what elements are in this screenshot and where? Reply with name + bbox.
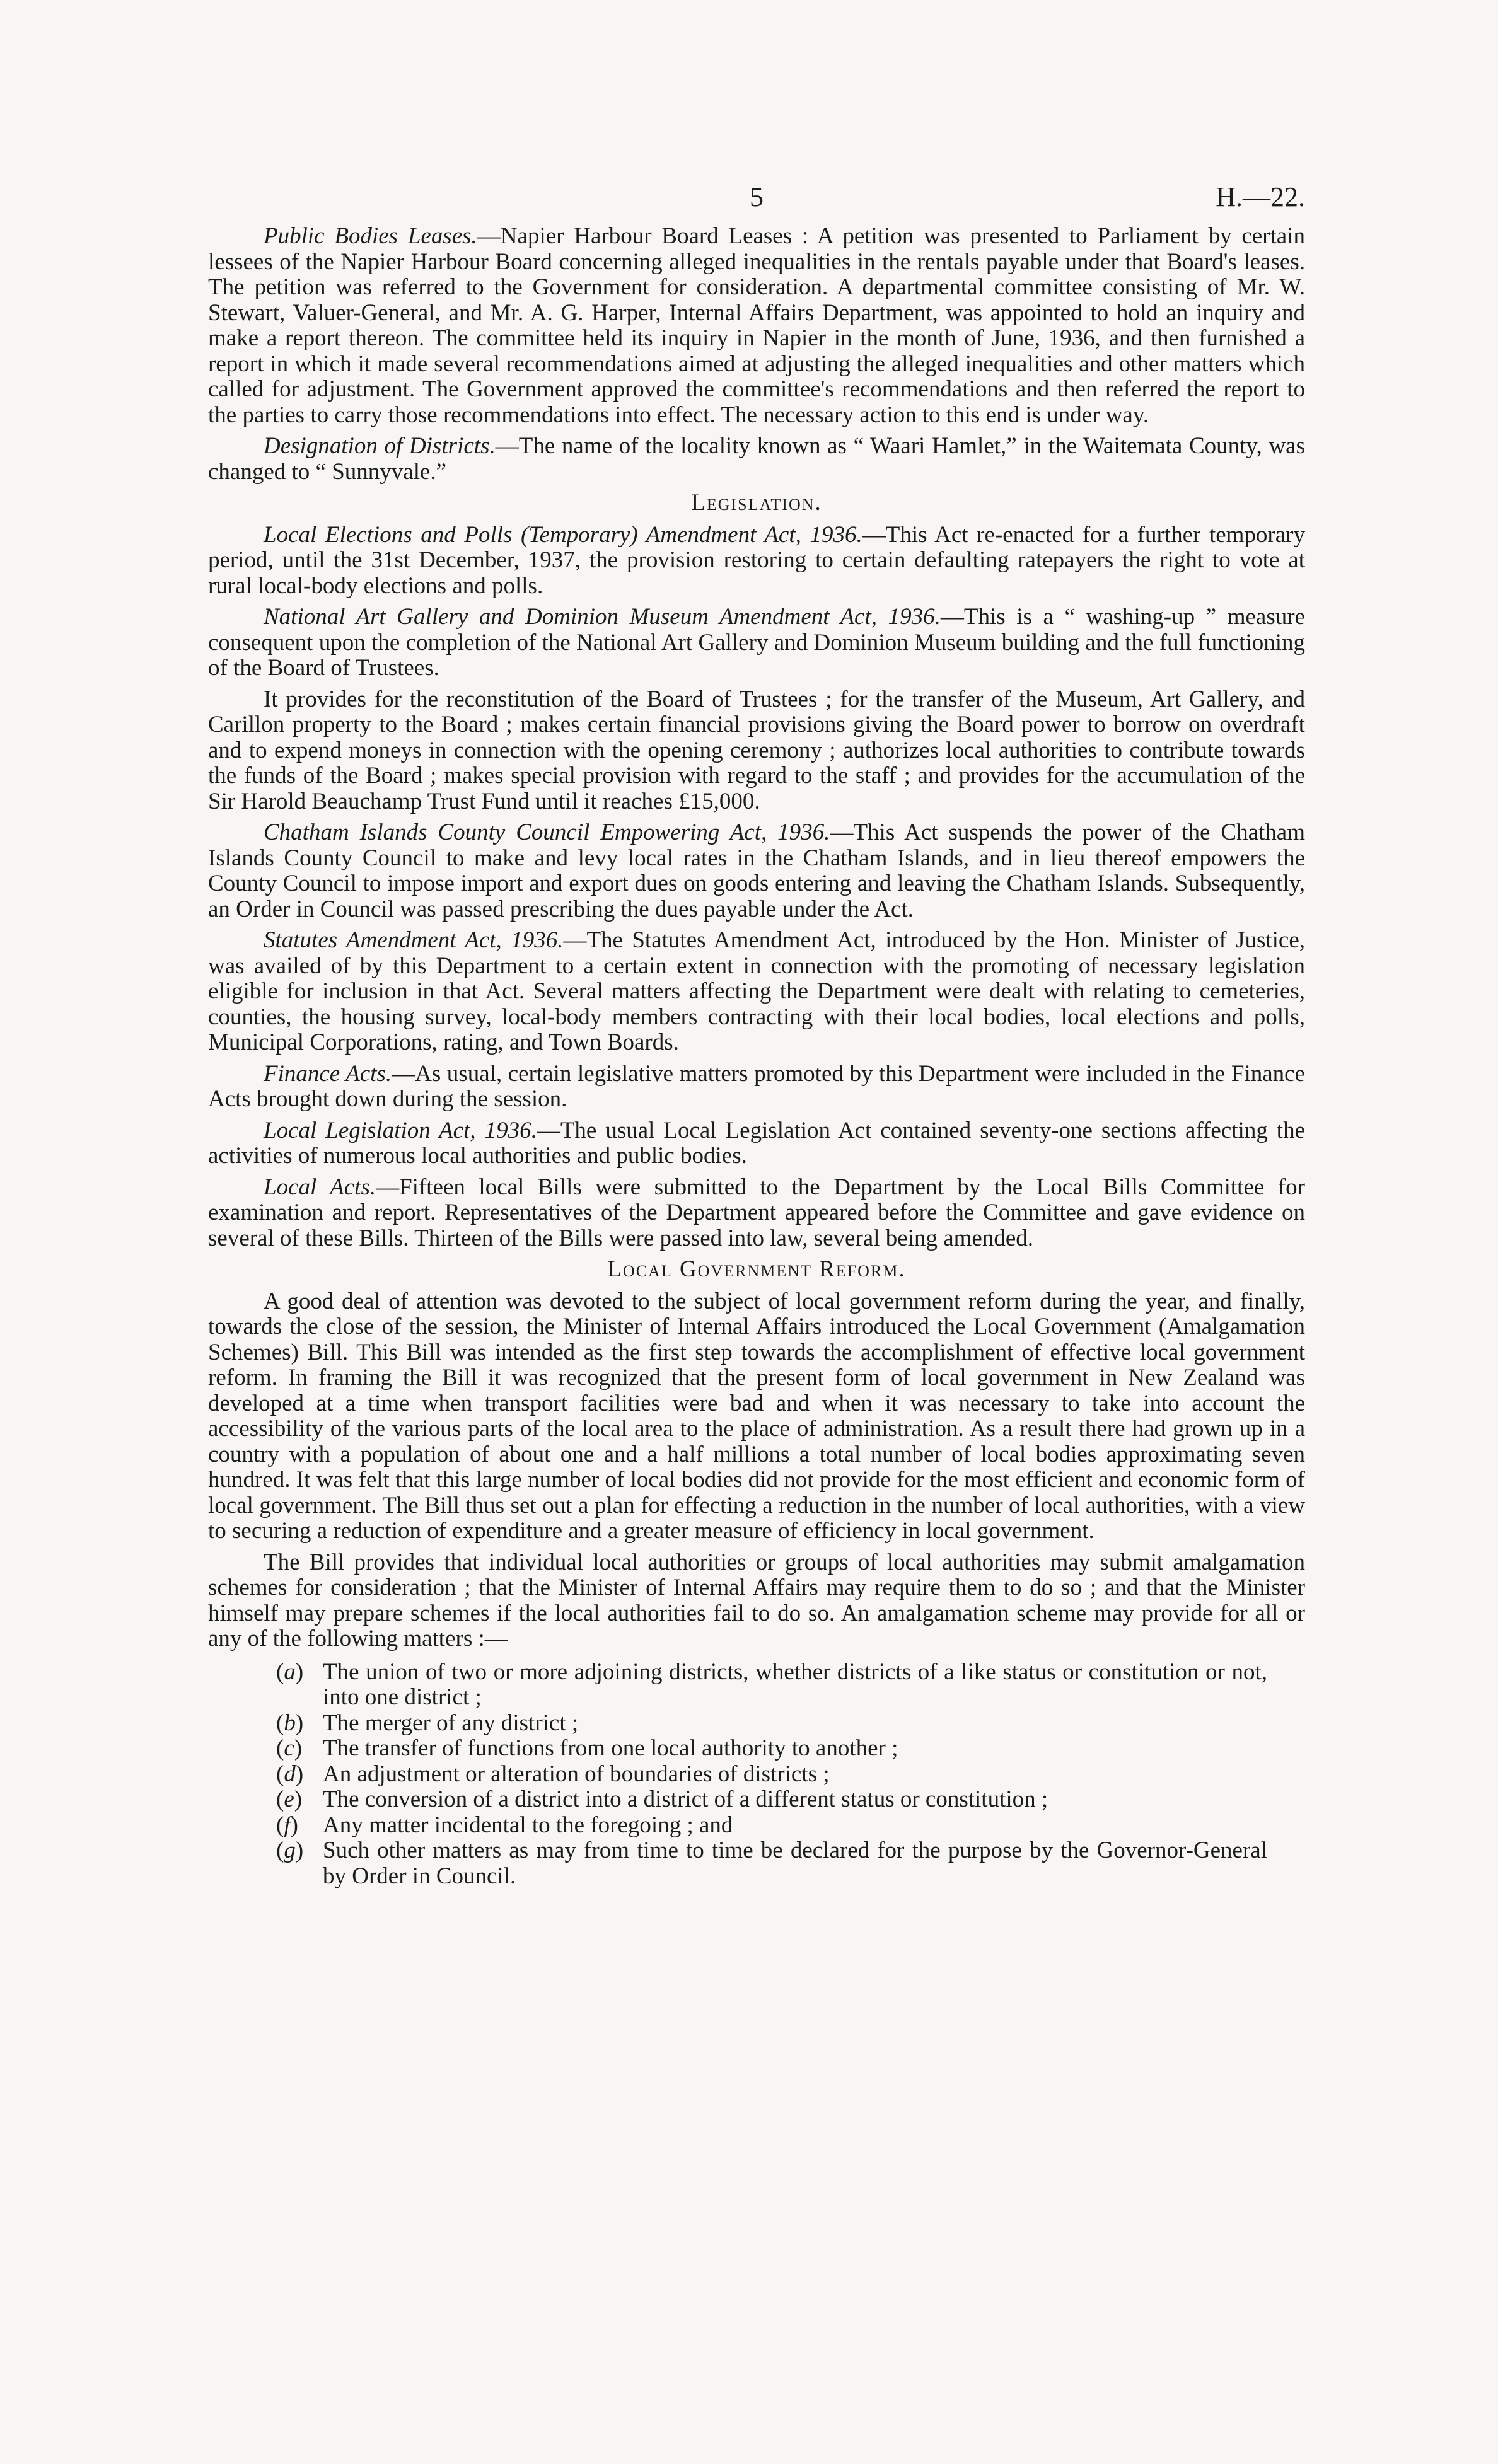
paragraph bbox=[208, 687, 1305, 815]
paragraph bbox=[208, 928, 1305, 1056]
list-item-text: The merger of any district ; bbox=[323, 1709, 579, 1736]
paragraph bbox=[208, 523, 1305, 599]
paragraph-text: It provides for the reconstitution of the Board of Trustees ; for the transfer of the Museum, Art Gallery, and Carillon property to the Board ; makes certain financial provisions giving the Board power to borrow on overdraft and to expend moneys in connection with the opening ceremony ; authorizes local authorities to contribute towards the funds of the Board ; makes special provision with regard to the staff ; and provides for the accumulation of the Sir Harold Beauchamp Trust Fund until it reaches £15,000. bbox=[208, 686, 1305, 814]
paragraph-title: Local Elections and Polls (Temporary) Amendment Act, 1936. bbox=[264, 521, 862, 548]
amalgamation-matters-list bbox=[208, 1660, 1305, 1890]
paragraph-title: Local Acts. bbox=[264, 1174, 376, 1200]
paragraph bbox=[208, 224, 1305, 428]
paragraph bbox=[208, 1118, 1305, 1169]
paragraph bbox=[208, 1175, 1305, 1252]
list-item-text: The conversion of a district into a district of a different status or constitution ; bbox=[323, 1786, 1048, 1812]
list-item bbox=[208, 1838, 1305, 1889]
page-number: 5 bbox=[750, 182, 764, 212]
list-marker: (e) bbox=[276, 1786, 303, 1812]
list-marker: (b) bbox=[276, 1709, 304, 1736]
paragraph bbox=[208, 1550, 1305, 1652]
paragraph-text: —As usual, certain legislative matters promoted by this Department were included in the Finance Acts brought down during the session. bbox=[208, 1060, 1305, 1112]
paragraph-title: Public Bodies Leases. bbox=[264, 223, 477, 249]
intro-section bbox=[208, 224, 1305, 485]
list-item bbox=[208, 1762, 1305, 1788]
list-marker: (a) bbox=[276, 1658, 304, 1685]
list-marker: (g) bbox=[276, 1837, 304, 1863]
legislation-heading: Legislation. bbox=[691, 490, 822, 516]
document-code: H.—22. bbox=[1216, 182, 1305, 212]
list-item-text: Any matter incidental to the foregoing ; and bbox=[323, 1812, 733, 1838]
list-marker: (d) bbox=[276, 1761, 304, 1787]
list-item-text: The union of two or more adjoining districts, whether districts of a like status or constitution or not, into one district ; bbox=[323, 1658, 1267, 1710]
paragraph-text: —The usual Local Legislation Act contained seventy-one sections affecting the activities of numerous local authorities and public bodies. bbox=[208, 1117, 1305, 1169]
paragraph-text: —This Act re-enacted for a further temporary period, until the 31st December, 1937, the provision restoring to certain defaulting ratepayers the right to vote at rural local-body elections and polls. bbox=[208, 521, 1305, 599]
list-item-text: An adjustment or alteration of boundaries of districts ; bbox=[323, 1761, 830, 1787]
paragraph-text: —The Statutes Amendment Act, introduced by the Hon. Minister of Justice, was availed of by this Department to a certain extent in connection with the promoting of necessary legislation eligible for inclusion in that Act. Several matters affecting the Department were dealt with relating to cemeteries, counties, the housing survey, local-body members contracting with their local bodies, local elections and polls, Municipal Corporations, rating, and Town Boards. bbox=[208, 927, 1306, 1055]
list-marker: (f) bbox=[276, 1812, 298, 1838]
reform-section bbox=[208, 1289, 1305, 1890]
paragraph bbox=[208, 820, 1305, 922]
paragraph-text: —The name of the locality known as “ Waari Hamlet,” in the Waitemata County, was changed to “ Sunnyvale.” bbox=[208, 433, 1305, 485]
paragraph-title: Chatham Islands County Council Empowering Act, 1936. bbox=[264, 819, 830, 845]
paragraph-title: Statutes Amendment Act, 1936. bbox=[264, 927, 564, 953]
paragraph-title: Designation of Districts. bbox=[264, 433, 496, 459]
paragraph bbox=[208, 604, 1305, 681]
list-item bbox=[208, 1813, 1305, 1839]
paragraph-text: —Napier Harbour Board Leases : A petition was presented to Parliament by certain lessees of the Napier Harbour Board concerning alleged inequalities in the rentals payable under that Board's leases. The petition was referred to the Government for consideration. A departmental committee consisting of Mr. W. Stewart, Valuer-General, and Mr. A. G. Harper, Internal Affairs Department, was appointed to hold an inquiry and make a report thereon. The committee held its inquiry in Napier in the month of June, 1936, and then furnished a report in which it made several recommendations aimed at adjusting the alleged inequalities and other matters which called for adjustment. The Government approved the committee's recommendations and then referred the report to the parties to carry those recommendations into effect. The necessary action to this end is under way. bbox=[208, 223, 1305, 428]
list-item-text: The transfer of functions from one local authority to another ; bbox=[323, 1735, 898, 1761]
paragraph bbox=[208, 1061, 1305, 1113]
paragraph-text: —Fifteen local Bills were submitted to the Department by the Local Bills Committee for examination and report. Representatives of the Department appeared before the Committee and gave evidence on several of these Bills. Thirteen of the Bills were passed into law, several being amended. bbox=[208, 1174, 1305, 1251]
legislation-section bbox=[208, 523, 1305, 1252]
paragraph-title: Finance Acts. bbox=[264, 1060, 392, 1087]
paragraph-text: —This Act suspends the power of the Chatham Islands County Council to make and levy local rates in the Chatham Islands, and in lieu thereof empowers the County Council to impose import and export dues on goods entering and leaving the Chatham Islands. Subsequently, an Order in Council was passed prescribing the dues payable under the Act. bbox=[208, 819, 1305, 922]
paragraph-text: —This is a “ washing-up ” measure consequent upon the completion of the National Art Gallery and Dominion Museum building and the full functioning of the Board of Trustees. bbox=[208, 604, 1305, 681]
list-item-text: Such other matters as may from time to time be declared for the purpose by the Governor-General by Order in Council. bbox=[323, 1837, 1267, 1889]
page-header bbox=[208, 180, 1305, 217]
list-item bbox=[208, 1660, 1305, 1711]
paragraph-text: The Bill provides that individual local authorities or groups of local authorities may submit amalgamation schemes for consideration ; that the Minister of Internal Affairs may require them to do so ; and that the Minister himself may prepare schemes if the local authorities fail to do so. An amalgamation scheme may provide for all or any of the following matters :— bbox=[208, 1549, 1305, 1651]
reform-heading: Local Government Reform. bbox=[607, 1256, 906, 1282]
list-item bbox=[208, 1711, 1305, 1737]
paragraph-title: Local Legislation Act, 1936. bbox=[264, 1117, 537, 1143]
list-item bbox=[208, 1787, 1305, 1813]
paragraph bbox=[208, 1289, 1305, 1544]
paragraph bbox=[208, 434, 1305, 485]
paragraph-title: National Art Gallery and Dominion Museum Amendment Act, 1936. bbox=[264, 604, 941, 630]
list-marker: (c) bbox=[276, 1735, 303, 1761]
list-item bbox=[208, 1736, 1305, 1762]
paragraph-text: A good deal of attention was devoted to the subject of local government reform during the year, and finally, towards the close of the session, the Minister of Internal Affairs introduced the Local Government (Amalgamation Schemes) Bill. This Bill was intended as the first step towards the accomplishment of effective local government reform. In framing the Bill it was recognized that the present form of local government in New Zealand was developed at a time when transport facilities were bad and when it was necessary to take into account the accessibility of the various parts of the local area to the place of administration. As a result there had grown up in a country with a population of about one and a half millions a total number of local bodies approximating seven hundred. It was felt that this large number of local bodies did not provide for the most efficient and economic form of local government. The Bill thus set out a plan for effecting a reduction in the number of local authorities, with a view to securing a reduction of expenditure and a greater measure of efficiency in local government. bbox=[208, 1288, 1305, 1544]
document-page bbox=[208, 180, 1305, 1889]
